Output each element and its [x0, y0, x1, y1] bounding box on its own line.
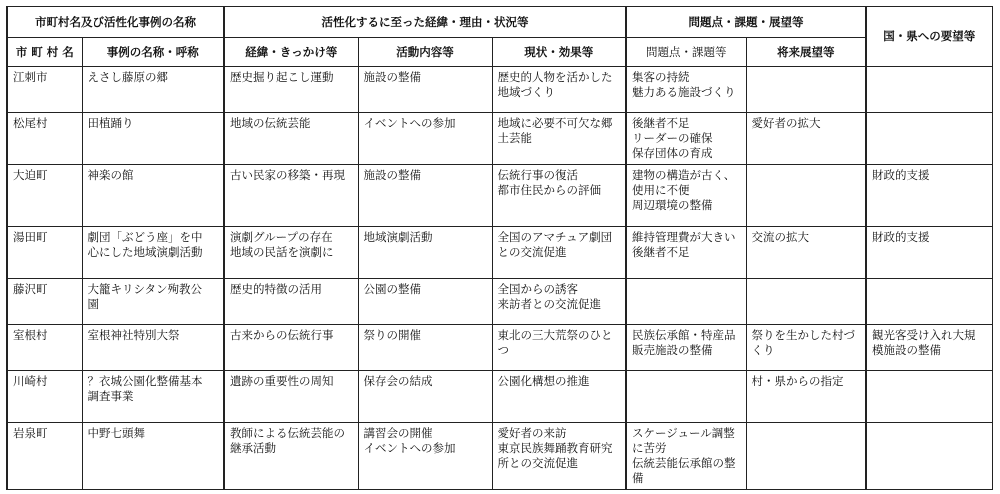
case-name-cell — [82, 165, 224, 227]
trigger-cell — [224, 371, 358, 423]
cell-line: 地域づくり — [497, 85, 555, 99]
cell-line: 備 — [632, 471, 644, 485]
cell-line: くり — [751, 343, 775, 357]
cell-line: 施設の整備 — [363, 168, 421, 182]
group-header-background: 活性化するに至った経緯・理由・状況等 — [224, 7, 626, 38]
status-cell — [492, 227, 626, 279]
cell-line: 園 — [87, 297, 99, 311]
problems-cell — [626, 279, 746, 325]
header-group-row — [7, 7, 992, 38]
cell-line: 保存団体の育成 — [632, 146, 713, 160]
cell-line: つ — [497, 343, 509, 357]
cell-line: 歴史掘り起こし運動 — [230, 70, 334, 84]
cell-line: 土芸能 — [497, 131, 532, 145]
status-cell — [492, 113, 626, 165]
cell-line: 民族伝承館・特産品 — [632, 328, 736, 342]
trigger-cell — [224, 165, 358, 227]
table-row — [7, 165, 992, 227]
cell-line: イベントへの参加 — [363, 441, 456, 455]
municipality-cell: 藤沢町 — [7, 279, 82, 325]
cell-line: 祭りを生かした村づ — [751, 328, 855, 342]
status-cell — [492, 423, 626, 490]
outlook-cell — [746, 325, 866, 371]
cell-line: 伝統芸能伝承館の整 — [632, 456, 736, 470]
cell-line: 観光客受け入れ大規 — [872, 328, 976, 342]
cell-line: 地域に必要不可欠な郷 — [497, 116, 613, 130]
request-cell — [866, 67, 992, 113]
cell-line: 地域演劇活動 — [363, 230, 433, 244]
cell-line: 保存会の結成 — [363, 374, 433, 388]
cell-line: 都市住民からの評価 — [497, 183, 601, 197]
municipality-cell: 室根村 — [7, 325, 82, 371]
trigger-cell — [224, 67, 358, 113]
activity-cell — [358, 371, 492, 423]
municipality-cell: 岩泉町 — [7, 423, 82, 490]
column-header-activity: 活動内容等 — [358, 38, 492, 67]
column-header-case-name: 事例の名称・呼称 — [82, 38, 224, 67]
cell-line: 全国からの誘客 — [497, 282, 578, 296]
cell-line: 公園化構想の推進 — [497, 374, 590, 388]
cell-line: 古い民家の移築・再現 — [230, 168, 345, 182]
status-cell — [492, 371, 626, 423]
cell-line: 教師による伝統芸能の — [230, 426, 345, 440]
table-row — [7, 67, 992, 113]
column-header-status: 現状・効果等 — [492, 38, 626, 67]
cell-line: 愛好者の来訪 — [497, 426, 567, 440]
column-header-problems: 問題点・課題等 — [626, 38, 746, 67]
status-cell — [492, 325, 626, 371]
cell-line: 魅力ある施設づくり — [632, 85, 736, 99]
case-name-cell — [82, 113, 224, 165]
problems-cell — [626, 67, 746, 113]
cell-line: 古来からの伝統行事 — [230, 328, 334, 342]
activity-cell — [358, 227, 492, 279]
outlook-cell — [746, 279, 866, 325]
cell-line: 建物の構造が古く、 — [632, 168, 736, 182]
cell-line: 祭りの開催 — [363, 328, 421, 342]
cell-line: に苦労 — [632, 441, 667, 455]
cell-line: 地域の伝統芸能 — [230, 116, 311, 130]
trigger-cell — [224, 279, 358, 325]
column-header-trigger: 経緯・きっかけ等 — [224, 38, 358, 67]
cell-line: 東京民族舞踊教育研究 — [497, 441, 613, 455]
cell-line: スケージュール調整 — [632, 426, 735, 440]
problems-cell — [626, 423, 746, 490]
group-header-issues: 問題点・課題・展望等 — [626, 7, 866, 38]
cell-line: 後継者不足 — [632, 116, 690, 130]
column-header-outlook: 将来展望等 — [746, 38, 866, 67]
cell-line: 神楽の館 — [87, 168, 134, 182]
cell-line: 集客の持続 — [632, 70, 690, 84]
cell-line: 財政的支援 — [872, 230, 930, 244]
request-cell — [866, 371, 992, 423]
cell-line: 継承活動 — [230, 441, 276, 455]
cell-line: 交流の拡大 — [751, 230, 809, 244]
request-cell — [866, 423, 992, 490]
column-header-municipality: 市 町 村 名 — [7, 38, 82, 67]
table-body — [7, 67, 992, 490]
case-name-cell — [82, 227, 224, 279]
cell-line: 室根神社特別大祭 — [87, 328, 180, 342]
cell-line: 地域の民話を演劇に — [230, 245, 334, 259]
cell-line: 心にした地域演劇活動 — [87, 245, 203, 259]
outlook-cell — [746, 423, 866, 490]
cell-line: 愛好者の拡大 — [751, 116, 821, 130]
activity-cell — [358, 279, 492, 325]
activity-cell — [358, 423, 492, 490]
cell-line: 周辺環境の整備 — [632, 198, 713, 212]
cell-line: 演劇グループの存在 — [230, 230, 333, 244]
cell-line: 田植踊り — [87, 116, 134, 130]
cell-line: 使用に不便 — [632, 183, 690, 197]
problems-cell — [626, 227, 746, 279]
request-cell — [866, 227, 992, 279]
request-cell — [866, 325, 992, 371]
case-name-cell — [82, 325, 224, 371]
activity-cell — [358, 325, 492, 371]
outlook-cell — [746, 227, 866, 279]
problems-cell — [626, 165, 746, 227]
cell-line: 施設の整備 — [363, 70, 421, 84]
header-column-row — [7, 38, 992, 67]
table-row — [7, 113, 992, 165]
cell-line: イベントへの参加 — [363, 116, 456, 130]
activity-cell — [358, 165, 492, 227]
case-name-cell — [82, 371, 224, 423]
case-name-cell — [82, 279, 224, 325]
outlook-cell — [746, 67, 866, 113]
cell-line: 歴史的特徴の活用 — [230, 282, 322, 296]
cell-line: ？衣城公園化整備基本 — [87, 374, 203, 388]
cell-line: 維持管理費が大きい — [632, 230, 736, 244]
cell-line: 調査事業 — [87, 389, 134, 403]
table-row — [7, 423, 992, 490]
cell-line: 村・県からの指定 — [751, 374, 844, 388]
table-row — [7, 227, 992, 279]
group-header-region: 市町村名及び活性化事例の名称 — [7, 7, 224, 38]
cell-line: 公園の整備 — [363, 282, 421, 296]
cell-line: 講習会の開催 — [363, 426, 433, 440]
outlook-cell — [746, 371, 866, 423]
trigger-cell — [224, 325, 358, 371]
case-name-cell — [82, 67, 224, 113]
trigger-cell — [224, 113, 358, 165]
cell-line: 遺跡の重要性の周知 — [230, 374, 334, 388]
problems-cell — [626, 113, 746, 165]
status-cell — [492, 67, 626, 113]
activity-cell — [358, 67, 492, 113]
trigger-cell — [224, 227, 358, 279]
cell-line: 大籠キリシタン殉教公 — [87, 282, 203, 296]
request-cell — [866, 113, 992, 165]
municipality-cell: 松尾村 — [7, 113, 82, 165]
table-row — [7, 279, 992, 325]
status-cell — [492, 279, 626, 325]
municipality-cell: 江刺市 — [7, 67, 82, 113]
cell-line: リーダーの確保 — [632, 131, 713, 145]
cell-line: 歴史的人物を活かした — [497, 70, 613, 84]
cell-line: 来訪者との交流促進 — [497, 297, 601, 311]
outlook-cell — [746, 165, 866, 227]
trigger-cell — [224, 423, 358, 490]
cell-line: 全国のアマチュア劇団 — [497, 230, 613, 244]
cell-line: 東北の三大荒祭のひと — [497, 328, 613, 342]
cell-line: 模施設の整備 — [872, 343, 941, 357]
table-row — [7, 371, 992, 423]
status-cell — [492, 165, 626, 227]
cell-line: 所との交流促進 — [497, 456, 578, 470]
case-name-cell — [82, 423, 224, 490]
group-header-request: 国・県への要望等 — [866, 7, 992, 67]
request-cell — [866, 279, 992, 325]
cell-line: との交流促進 — [497, 245, 567, 259]
cell-line: えさし藤原の郷 — [87, 70, 168, 84]
activity-cell — [358, 113, 492, 165]
table-row — [7, 325, 992, 371]
municipality-cell: 湯田町 — [7, 227, 82, 279]
municipality-cell: 大迫町 — [7, 165, 82, 227]
outlook-cell — [746, 113, 866, 165]
problems-cell — [626, 325, 746, 371]
cell-line: 伝統行事の復活 — [497, 168, 578, 182]
municipality-cell: 川崎村 — [7, 371, 82, 423]
cell-line: 財政的支援 — [872, 168, 930, 182]
cell-line: 販売施設の整備 — [632, 343, 713, 357]
cell-line: 中野七頭舞 — [87, 426, 145, 440]
problems-cell — [626, 371, 746, 423]
request-cell — [866, 165, 992, 227]
case-table — [6, 6, 993, 490]
cell-line: 劇団「ぶどう座」を中 — [87, 230, 203, 244]
cell-line: 後継者不足 — [632, 245, 690, 259]
